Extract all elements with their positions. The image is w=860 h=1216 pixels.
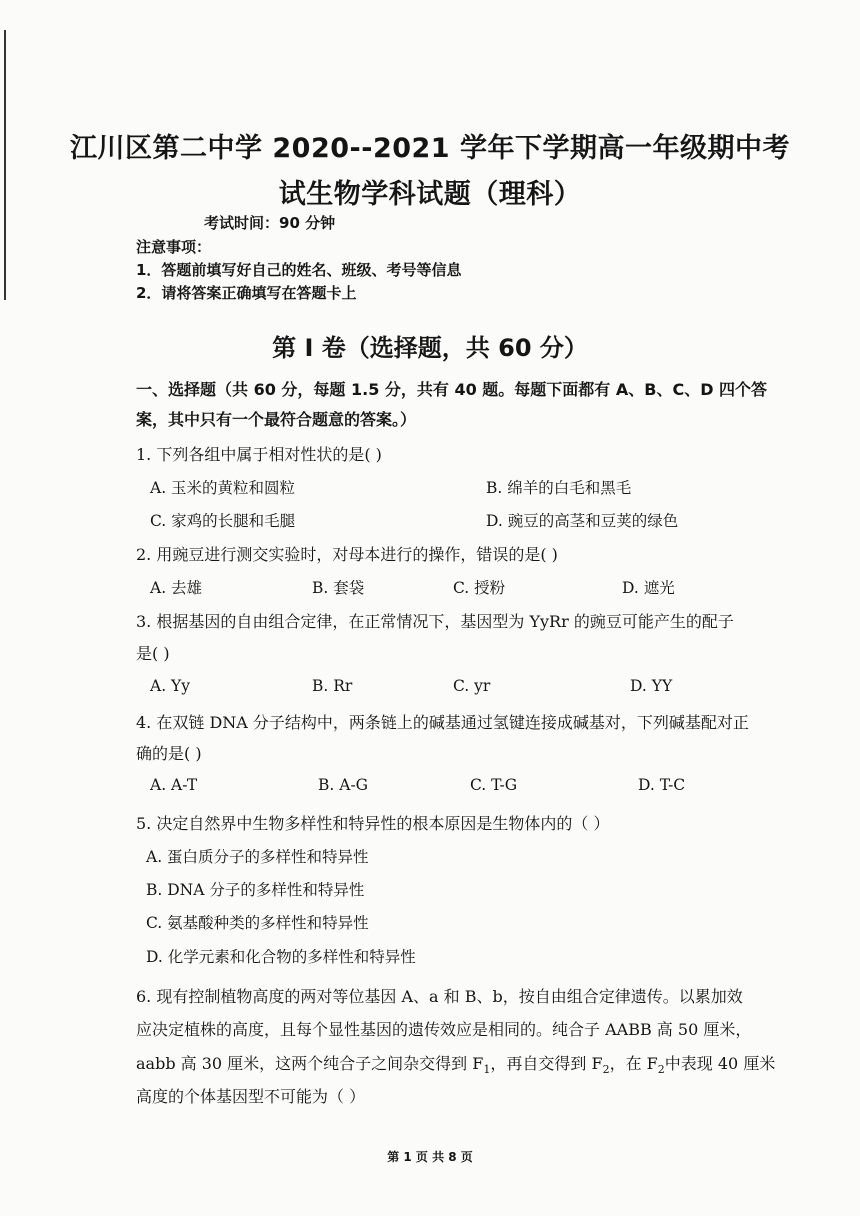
question-6-stem: 应决定植株的高度，且每个显性基因的遗传效应是相同的。纯合子 AABB 高 50 厘米， <box>136 1020 752 1039</box>
question-4-option-d: D. T-C <box>638 776 686 794</box>
question-2-option-a: A. 去雄 <box>150 579 203 597</box>
question-4-option-a: A. A-T <box>150 776 198 794</box>
instructions-line: 一、选择题（共 60 分，每题 1.5 分，共有 40 题。每题下面都有 A、B、C、D 四个答 <box>136 380 768 399</box>
question-1-option-a: A. 玉米的黄粒和圆粒 <box>150 479 296 497</box>
question-1-option-b: B. 绵羊的白毛和黑毛 <box>486 479 632 497</box>
question-6-stem: 6. 现有控制植物高度的两对等位基因 A、a 和 B、b，按自由组合定律遗传。以累加效 <box>136 987 743 1006</box>
question-4-option-c: C. T-G <box>470 776 518 794</box>
question-2-stem: 2. 用豌豆进行测交实验时，对母本进行的操作，错误的是( ) <box>136 545 558 564</box>
question-6-text: ，再自交得到 F <box>490 1054 603 1073</box>
question-4-stem: 确的是( ) <box>136 744 202 763</box>
question-5-option-b: B. DNA 分子的多样性和特异性 <box>146 881 365 899</box>
instructions-line: 案，其中只有一个最符合题意的答案。） <box>136 410 417 429</box>
f2-subscript: 2 <box>657 1063 665 1077</box>
question-4-stem: 4. 在双链 DNA 分子结构中，两条链上的碱基通过氢键连接成碱基对，下列碱基配对正 <box>136 713 749 732</box>
question-4-option-b: B. A-G <box>318 776 369 794</box>
question-3-option-b: B. Rr <box>312 677 353 695</box>
question-6-stem: 高度的个体基因型不可能为（ ） <box>136 1087 366 1106</box>
question-5-stem: 5. 决定自然界中生物多样性和特异性的根本原因是生物体内的（ ） <box>136 814 610 833</box>
exam-title-line2: 试生物学科试题（理科） <box>278 179 582 210</box>
exam-time: 考试时间：90 分钟 <box>204 214 336 232</box>
question-2-option-c: C. 授粉 <box>453 579 506 597</box>
question-1-option-d: D. 豌豆的高茎和豆荚的绿色 <box>486 512 679 530</box>
question-6-text: aabb 高 30 厘米，这两个纯合子之间杂交得到 F <box>136 1054 484 1073</box>
question-1-option-c: C. 家鸡的长腿和毛腿 <box>150 512 296 530</box>
question-2-option-b: B. 套袋 <box>312 579 365 597</box>
question-3-stem: 3. 根据基因的自由组合定律，在正常情况下，基因型为 YyRr 的豌豆可能产生的配子 <box>136 612 734 631</box>
question-3-stem: 是( ) <box>136 644 170 663</box>
question-3-option-c: C. yr <box>453 677 491 695</box>
scan-edge-line <box>4 30 6 300</box>
page-footer: 第 1 页 共 8 页 <box>387 1150 473 1164</box>
question-6-text: ，在 F <box>609 1054 658 1073</box>
question-5-option-d: D. 化学元素和化合物的多样性和特异性 <box>146 948 416 966</box>
note-item: 2．请将答案正确填写在答题卡上 <box>136 284 357 302</box>
f2-subscript: 2 <box>602 1063 610 1077</box>
question-5-option-a: A. 蛋白质分子的多样性和特异性 <box>146 848 369 866</box>
note-item: 1．答题前填写好自己的姓名、班级、考号等信息 <box>136 261 462 279</box>
question-1-stem: 1. 下列各组中属于相对性状的是( ) <box>136 445 382 464</box>
question-6-stem <box>136 1051 775 1076</box>
notes-title: 注意事项： <box>136 238 212 256</box>
question-6-text: 中表现 40 厘米 <box>664 1054 776 1073</box>
question-2-option-d: D. 遮光 <box>622 579 675 597</box>
question-3-option-d: D. YY <box>630 677 673 695</box>
exam-title-line1: 江川区第二中学 2020--2021 学年下学期高一年级期中考 <box>69 133 790 164</box>
section-title: 第 I 卷（选择题，共 60 分） <box>272 334 588 362</box>
f1-subscript: 1 <box>483 1063 491 1077</box>
question-5-option-c: C. 氨基酸种类的多样性和特异性 <box>146 914 369 932</box>
question-3-option-a: A. Yy <box>150 677 191 695</box>
